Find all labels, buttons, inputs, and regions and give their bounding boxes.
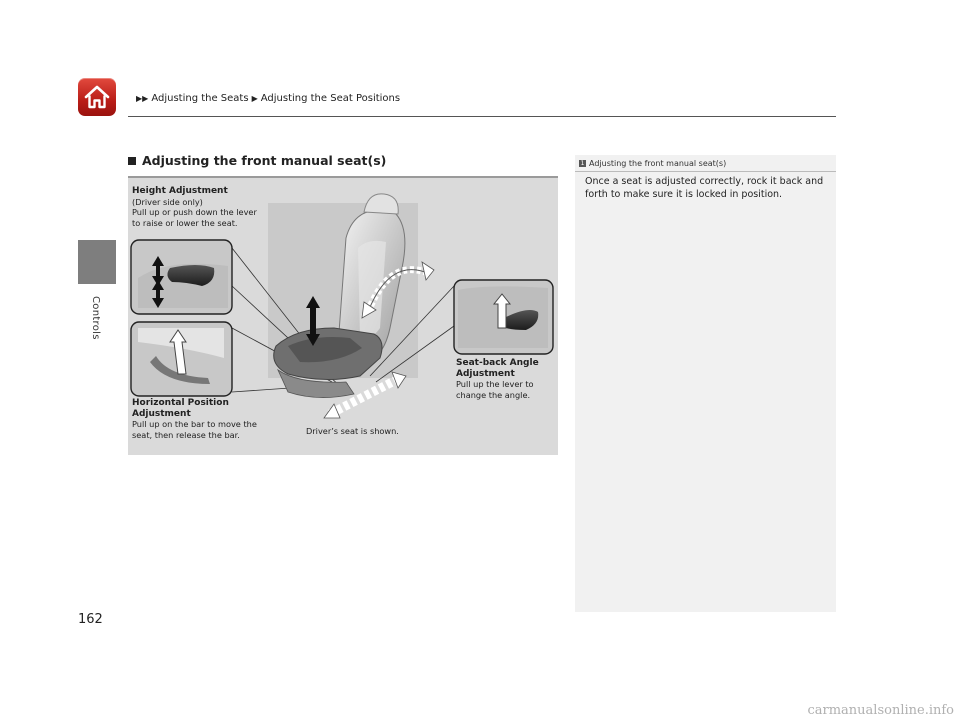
seat-figure — [128, 176, 558, 455]
breadcrumb-arrow-icon: ▶▶ — [136, 94, 149, 103]
seatback-adjustment-desc-1: Pull up the lever to — [456, 379, 534, 389]
horizontal-adjustment-desc-1: Pull up on the bar to move the — [132, 419, 257, 429]
home-button[interactable] — [78, 78, 116, 116]
note-body: Once a seat is adjusted correctly, rock it back and forth to make sure it is locked in position. — [585, 176, 824, 200]
height-adjustment-sub: (Driver side only) — [132, 196, 203, 207]
horizontal-adjustment-title-2: Adjustment — [132, 408, 191, 419]
chapter-label: Controls — [90, 296, 101, 340]
height-adjustment-desc-2: to raise or lower the seat. — [132, 217, 238, 228]
note-reference-icon: 1 — [580, 160, 585, 167]
home-icon — [83, 84, 111, 110]
breadcrumb-item-seats[interactable]: Adjusting the Seats — [151, 93, 249, 104]
side-note — [575, 155, 836, 612]
breadcrumb-item-positions[interactable]: Adjusting the Seat Positions — [260, 93, 401, 104]
height-adjustment-callout — [132, 186, 272, 228]
seatback-adjustment-title-2: Adjustment — [456, 368, 515, 379]
chapter-tab — [78, 240, 116, 284]
seatback-adjustment-callout — [456, 358, 556, 400]
figure-caption: Driver’s seat is shown. — [306, 426, 399, 436]
height-adjustment-title: Height Adjustment — [132, 186, 228, 196]
breadcrumb-arrow-icon: ▶ — [251, 94, 258, 103]
square-bullet-icon — [128, 157, 136, 165]
horizontal-adjustment-callout — [132, 398, 272, 440]
section-title — [128, 153, 386, 168]
horizontal-adjustment-desc-2: seat, then release the bar. — [132, 429, 240, 440]
page-number: 162 — [78, 612, 103, 627]
breadcrumb — [136, 93, 400, 104]
seatback-adjustment-desc-2: change the angle. — [456, 389, 531, 400]
note-heading-text: Adjusting the front manual seat(s) — [589, 159, 727, 168]
note-divider — [575, 171, 836, 172]
note-heading — [579, 159, 726, 168]
header-divider — [128, 116, 836, 117]
watermark: carmanualsonline.info — [807, 703, 954, 718]
seatback-adjustment-title-1: Seat-back Angle — [456, 358, 539, 368]
horizontal-adjustment-title-1: Horizontal Position — [132, 398, 229, 408]
height-adjustment-desc-1: Pull up or push down the lever — [132, 207, 257, 217]
section-title-text: Adjusting the front manual seat(s) — [142, 153, 387, 168]
